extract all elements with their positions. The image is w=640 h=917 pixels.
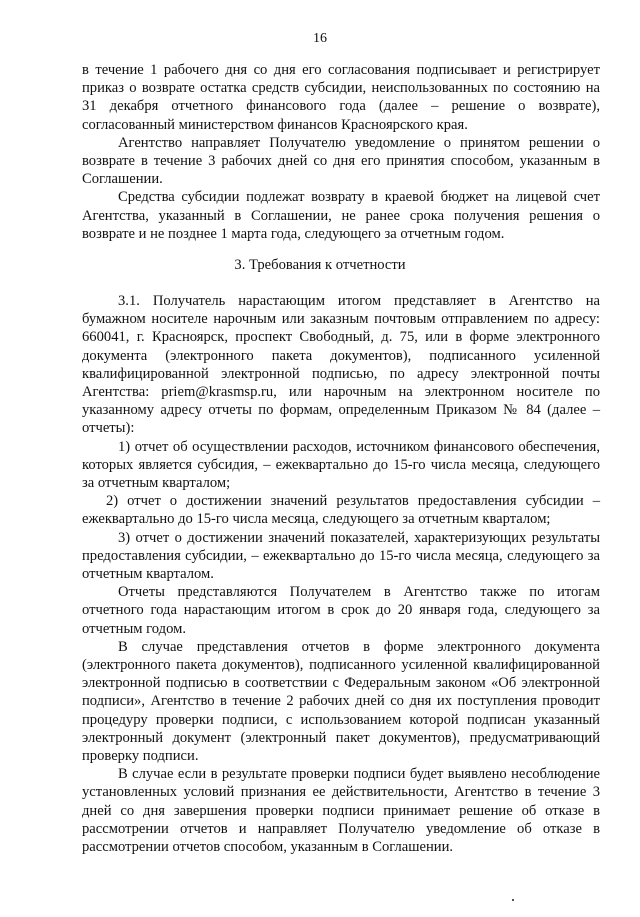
paragraph-refund: Средства субсидии подлежат возврату в краевой бюджет на лицевой счет Агентства, указанный в Соглашении, не ранее срока получения решения о возврате и не позднее 1 марта года, следующего за отчетным годом. xyxy=(82,189,600,242)
list-item-report-3: 3) отчет о достижении значений показателей, характеризующих результаты предоставления субсидии, – ежеквартально до 15-го числа месяца, следующего за отчетным кварталом. xyxy=(82,529,600,583)
paragraph-annual-reports: Отчеты представляются Получателем в Агентство также по итогам отчетного года нарастающим итогом в срок до 20 января года, следующего за отчетным годом. xyxy=(82,584,600,637)
paragraph-signature-rejection: В случае если в результате проверки подписи будет выявлено несоблюдение установленных условий признания ее действительности, Агентство в течение 3 дней со дня завершения проверки подписи принимает решение об отказе в рассмотрении отчетов и направляет Получателю уведомление об отказе в рассмотрении отчетов способом, указанным в Соглашении. xyxy=(82,766,600,856)
paragraph-return-order: в течение 1 рабочего дня со дня его согласования подписывает и регистрирует приказ о возврате остатка средств субсидии, неиспользованных по состоянию на 31 декабря отчетного финансового года (далее – решение о возврате), согласованный министерством финансов Красноярского края. xyxy=(82,62,600,133)
scan-speck xyxy=(512,899,514,901)
list-item-report-2: 2) отчет о достижении значений результатов предоставления субсидии – ежеквартально до 15-го числа месяца, следующего за отчетным кварталом; xyxy=(82,493,600,528)
paragraph-3-1: 3.1. Получатель нарастающим итогом представляет в Агентство на бумажном носителе нарочным или заказным почтовым отправлением по адресу: 660041, г. Красноярск, проспект Свободный, д. 75, или в форме электронного документа (электронного пакета документов), подписанного усиленной квалифицированной электронной подписью, по адресу электронной почты Агентства: priem@krasmsp.ru, или нарочным на электронном носителе по указанному адресу отчеты по формам, определенным Приказом № 84 (далее – отчеты): xyxy=(82,293,600,437)
paragraph-electronic-signature: В случае представления отчетов в форме электронного документа (электронного пакета документов), подписанного усиленной квалифицированной электронной подписью в соответствии с Федеральным законом «Об электронной подписи», Агентство в течение 2 рабочих дней со дня их поступления проводит процедуру проверки подписи, с использованием которой подписан указанный электронный документ (электронный пакет документов), предусматривающий проверку подписи. xyxy=(82,638,600,765)
page-number: 16 xyxy=(313,31,327,46)
top-text-block xyxy=(82,61,600,243)
section-heading: 3. Требования к отчетности xyxy=(234,257,406,273)
section-text-block xyxy=(82,292,600,856)
list-item-report-1: 1) отчет об осуществлении расходов, источником финансового обеспечения, которых является субсидия, – ежеквартально до 15-го числа месяца, следующего за отчетным кварталом; xyxy=(82,438,600,492)
paragraph-notification: Агентство направляет Получателю уведомление о принятом решении о возврате в течение 3 рабочих дней со дня его принятия способом, указанным в Соглашении. xyxy=(82,134,600,188)
